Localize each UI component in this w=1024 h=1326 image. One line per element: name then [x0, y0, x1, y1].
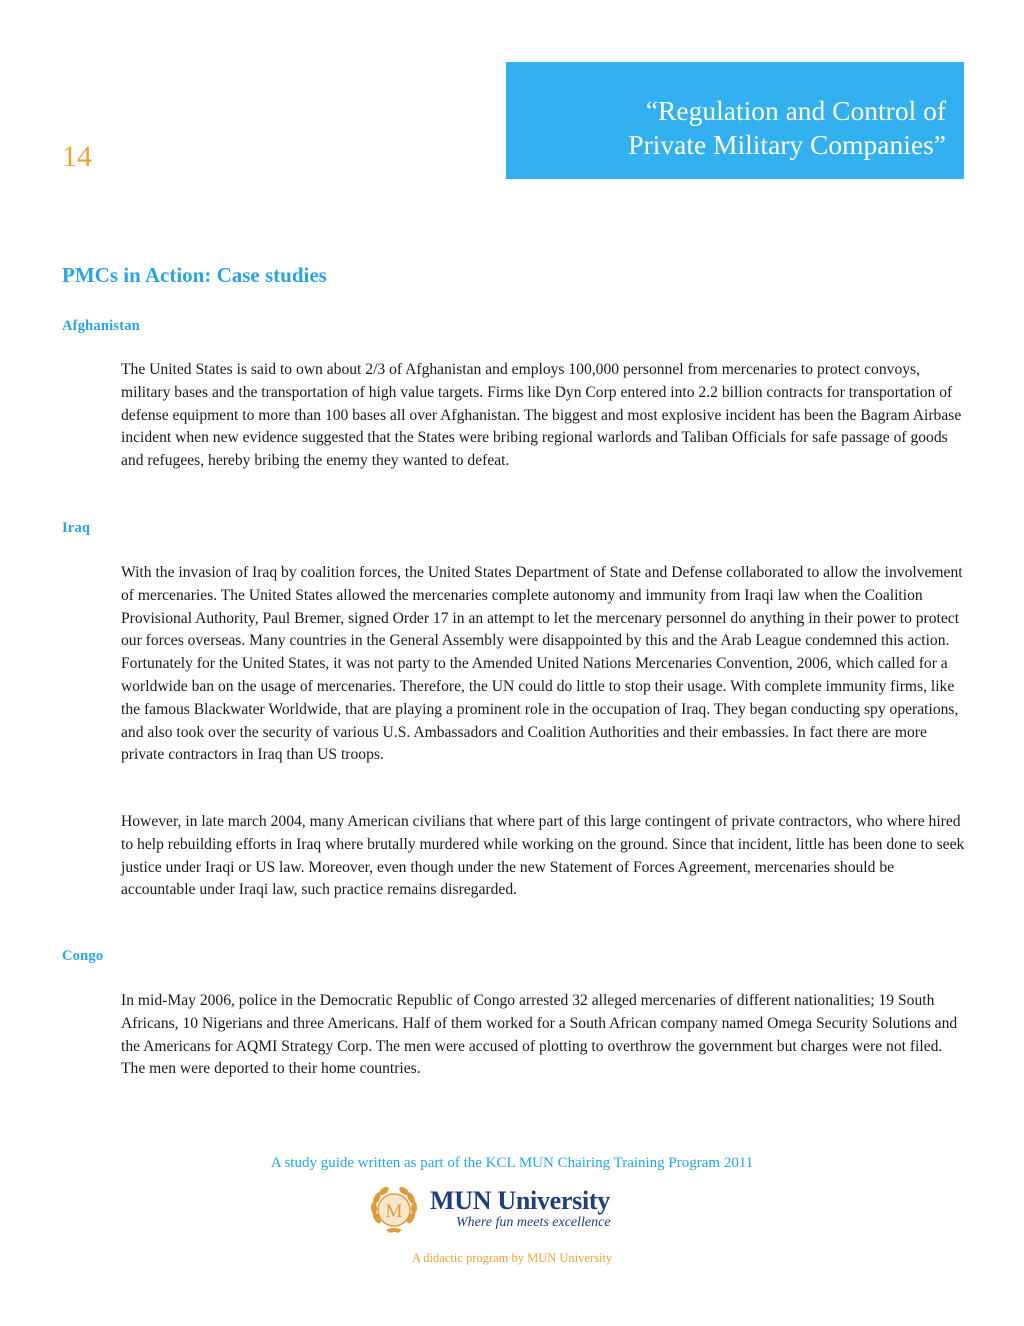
congo-paragraph: In mid-May 2006, police in the Democratic Republic of Congo arrested 32 alleged mercenaries of different nationalities; 19 South Africans, 10 Nigerians and three Americans. Half of them worked for a South African company named Omega Security Solutions and the Americans for AQMI Strategy Corp. The men were accused of plotting to overthrow the government but charges were not filed. The men were deported to their home countries. [121, 992, 958, 1078]
page-number: 14 [62, 140, 92, 173]
iraq-heading: Iraq [62, 520, 91, 536]
svg-text:M: M [385, 1201, 403, 1222]
study-guide-footer: A study guide written as part of the KCL MUN Chairing Training Program 2011 [270, 1155, 754, 1171]
congo-heading: Congo [62, 948, 104, 964]
document-title-line-1: “Regulation and Control of [645, 95, 946, 126]
iraq-paragraph-2: However, in late march 2004, many American civilians that where part of this large contingent of private contractors, who where hired to help rebuilding efforts in Iraq where brutally murdered while working on the ground. Since that incident, little has been done to seek justice under Iraqi or US law. Moreover, even though under the new Statement of Forces Agreement, mercenaries should be accountable under Iraqi law, such practice remains disregarded. [121, 813, 965, 899]
logo-name: MUN University [430, 1186, 610, 1215]
logo-tagline: Where fun meets excellence [456, 1215, 611, 1230]
afghanistan-paragraph: The United States is said to own about 2/3 of Afghanistan and employs 100,000 personnel from mercenaries to protect convoys, military bases and the transportation of high value targets. Firms like Dyn Corp entered into 2.2 billion contracts for transportation of defense equipment to more than 100 bases all over Afghanistan. The biggest and most explosive incident has been the Bagram Airbase incident when new evidence suggested that the States were bribing regional warlords and Taliban Officials for safe passage of goods and refugees, hereby bribing the enemy they wanted to defeat. [121, 361, 962, 470]
mun-university-logo [368, 1184, 648, 1236]
iraq-paragraph-1: With the invasion of Iraq by coalition forces, the United States Department of State and Defense collaborated to allow the involvement of mercenaries. The United States allowed the mercenaries complete autonomy and immunity from Iraqi law when the Coalition Provisional Authority, Paul Bremer, signed Order 17 in an attempt to let the mercenary personnel do anything in their power to protect our forces overseas. Many countries in the General Assembly were disappointed by this and the Arab League condemned this action. Fortunately for the United States, it was not party to the Amended United Nations Mercenaries Convention, 2006, which called for a worldwide ban on the usage of mercenaries. Therefore, the UN could do little to stop their usage. With complete immunity firms, like the famous Blackwater Worldwide, that are playing a prominent role in the occupation of Iraq. They began conducting spy operations, and also took over the security of various U.S. Ambassadors and Coalition Authorities and their embassies. In fact there are more private contractors in Iraq than US troops. [121, 564, 963, 764]
program-credit: A didactic program by MUN University [411, 1251, 613, 1265]
section-title: PMCs in Action: Case studies [62, 263, 327, 287]
document-title-line-2: Private Military Companies” [628, 129, 946, 160]
laurel-wreath-icon [368, 1184, 420, 1236]
afghanistan-heading: Afghanistan [62, 318, 140, 334]
document-title-banner [506, 62, 964, 179]
